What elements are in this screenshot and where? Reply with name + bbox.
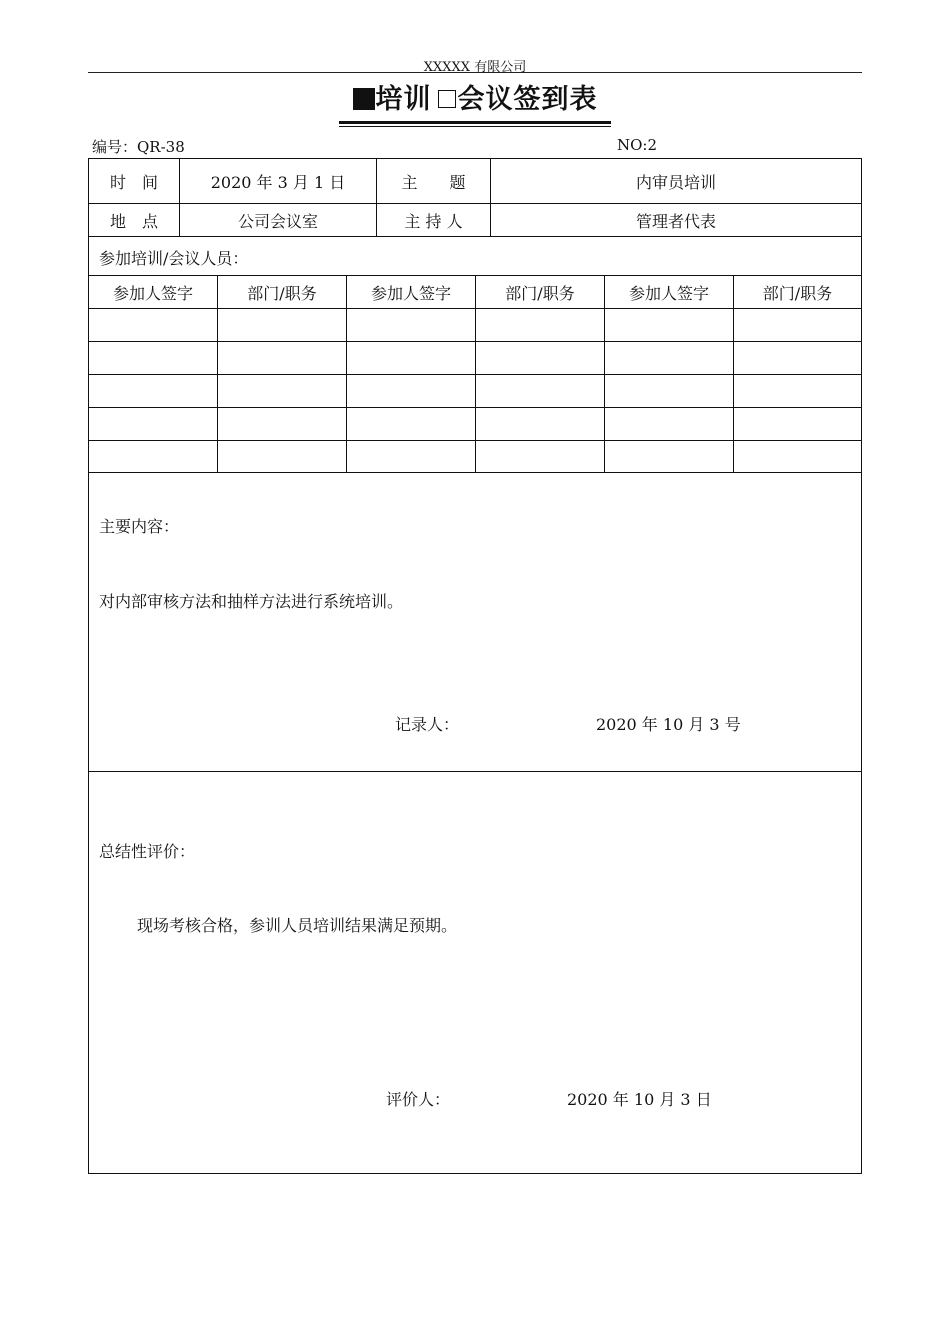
topic-label: 主 题: [401, 172, 466, 192]
column-header: 部门/职务: [762, 283, 833, 303]
title-underline: [339, 121, 611, 124]
host-label: 主 持 人: [404, 211, 463, 231]
form-title: [0, 82, 950, 118]
time-label: 时 间: [109, 172, 158, 192]
column-header: 参加人签字: [370, 283, 451, 303]
column-header: 部门/职务: [247, 283, 317, 303]
row-divider: [89, 236, 861, 237]
title-training: 培训: [375, 84, 432, 115]
header-rule: [88, 72, 862, 73]
time-value: 2020 年 3 月 1 日: [210, 172, 346, 192]
row-divider: [89, 771, 861, 772]
topic-value: 内审员培训: [635, 172, 716, 192]
company-name: XXXXX 有限公司: [423, 60, 527, 75]
column-header: 参加人签字: [628, 283, 709, 303]
recorder-date: 2020 年 10 月 3 号: [596, 715, 741, 734]
title-underline-thin: [339, 126, 611, 127]
attendees-label: 参加培训/会议人员：: [99, 249, 249, 268]
evaluation-label: 总结性评价：: [99, 842, 196, 861]
evaluator-date: 2020 年 10 月 3 日: [567, 1090, 712, 1109]
row-divider: [89, 472, 861, 473]
unchecked-box-icon: [438, 90, 456, 108]
recorder-label: 记录人：: [395, 715, 460, 734]
host-value: 管理者代表: [635, 211, 716, 231]
evaluation-text: 现场考核合格，参训人员培训结果满足预期。: [137, 916, 458, 935]
evaluator-label: 评价人：: [386, 1090, 451, 1109]
content-text: 对内部审核方法和抽样方法进行系统培训。: [99, 592, 404, 611]
column-header: 部门/职务: [505, 283, 575, 303]
place-value: 公司会议室: [237, 211, 318, 231]
sign-in-table: [88, 158, 862, 1174]
form-number: NO:2: [617, 136, 658, 154]
content-label: 主要内容：: [99, 517, 180, 536]
title-meeting: 会议签到表: [457, 84, 598, 115]
column-header: 参加人签字: [112, 283, 193, 303]
checked-box-icon: [353, 88, 375, 110]
form-code: 编号：QR-38: [92, 138, 185, 156]
place-label: 地 点: [109, 211, 158, 231]
